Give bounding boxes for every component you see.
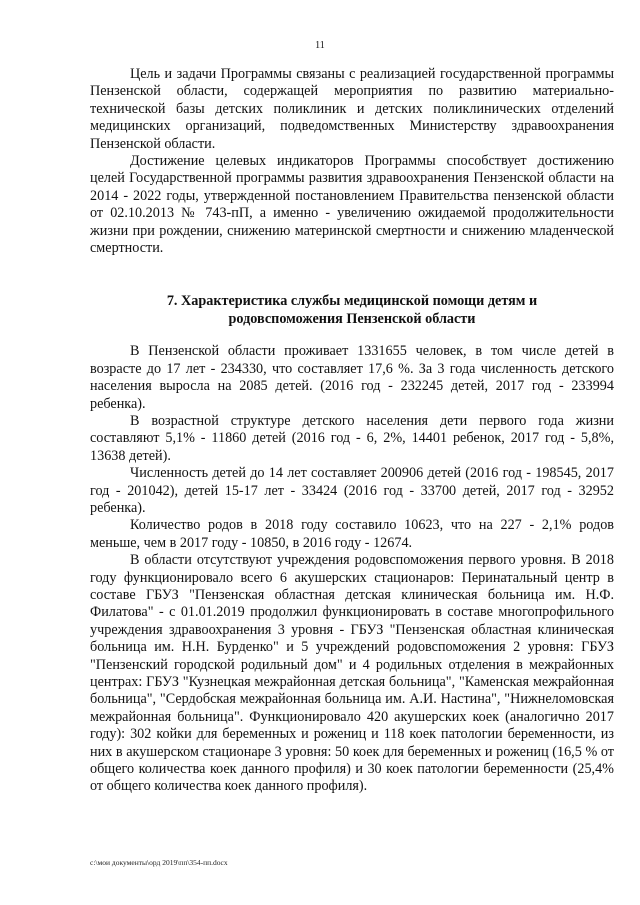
page-number: 11 bbox=[315, 40, 325, 51]
paragraph: В Пензенской области проживает 1331655 человек, в том числе детей в возрасте до 17 лет - 234330, что составляет 17,6 %. За 3 года численность детского населения выросла на 2085 детей. (2016 год - 232245 детей, 2017 год - 233994 ребенка). bbox=[90, 343, 614, 412]
document-body bbox=[90, 66, 614, 796]
section-heading: 7. Характеристика службы медицинской помощи детям и родовспоможения Пензенской области bbox=[166, 293, 538, 327]
paragraph: Количество родов в 2018 году составило 10623, что на 227 - 2,1% родов меньше, чем в 2017 году - 10850, в 2016 году - 12674. bbox=[90, 517, 614, 551]
paragraph: В области отсутствуют учреждения родовспоможения первого уровня. В 2018 году функционировало всего 6 акушерских стационаров: Перинатальный центр в составе ГБУЗ "Пензенская областная детская клиническая больница им. Н.Ф. Филатова" - с 01.01.2019 продолжил функционировать в составе многопрофильного учреждения здравоохранения 3 уровня - ГБУЗ "Пензенская областная клиническая больница им. Н.Н. Бурденко" и 5 учреждений родовспоможения 2 уровня: ГБУЗ "Пензенский городской родильный дом" и 4 родильных отделения в межрайонных центрах: ГБУЗ "Кузнецкая межрайонная детская больница", "Каменская межрайонная больница", "Сердобская межрайонная больница им. А.И. Настина", "Нижнеломовская межрайонная больница". Функционировало 420 акушерских коек (аналогично 2017 году): 302 койки для беременных и рожениц и 118 коек патологии беременности, из них в акушерском стационаре 3 уровня: 50 коек для беременных и рожениц (16,5 % от общего количества коек данного профиля) и 30 коек патологии беременности (25,4% от общего количества коек данного профиля). bbox=[90, 552, 614, 795]
footer-file-path: c:\мои документы\орд 2019\пп\354-пп.docx bbox=[90, 858, 228, 867]
paragraph: В возрастной структуре детского населения дети первого года жизни составляют 5,1% - 11860 детей (2016 год - 6, 2%, 14401 ребенок, 2017 год - 5,8%, 13638 детей). bbox=[90, 412, 614, 464]
paragraph: Численность детей до 14 лет составляет 200906 детей (2016 год - 198545, 2017 год - 201042), детей 15-17 лет - 33424 (2016 год - 33700 детей, 2017 год - 32952 ребенка). bbox=[90, 465, 614, 516]
paragraph: Достижение целевых индикаторов Программы способствует достижению целей Государственной программы развития здравоохранения Пензенской области на 2014 - 2022 годы, утвержденной постановлением Правительства пензенской области от 02.10.2013 № 743-пП, а именно - увеличению ожидаемой продолжительности жизни при рождении, снижению материнской смертности и снижению младенческой смертности. bbox=[90, 153, 614, 257]
paragraph: Цель и задачи Программы связаны с реализацией государственной программы Пензенской области, содержащей мероприятия по развитию материально-технической базы детских поликлиник и детских поликлинических отделений медицинских организаций, подведомственных Министерству здравоохранения Пензенской области. bbox=[90, 66, 614, 152]
